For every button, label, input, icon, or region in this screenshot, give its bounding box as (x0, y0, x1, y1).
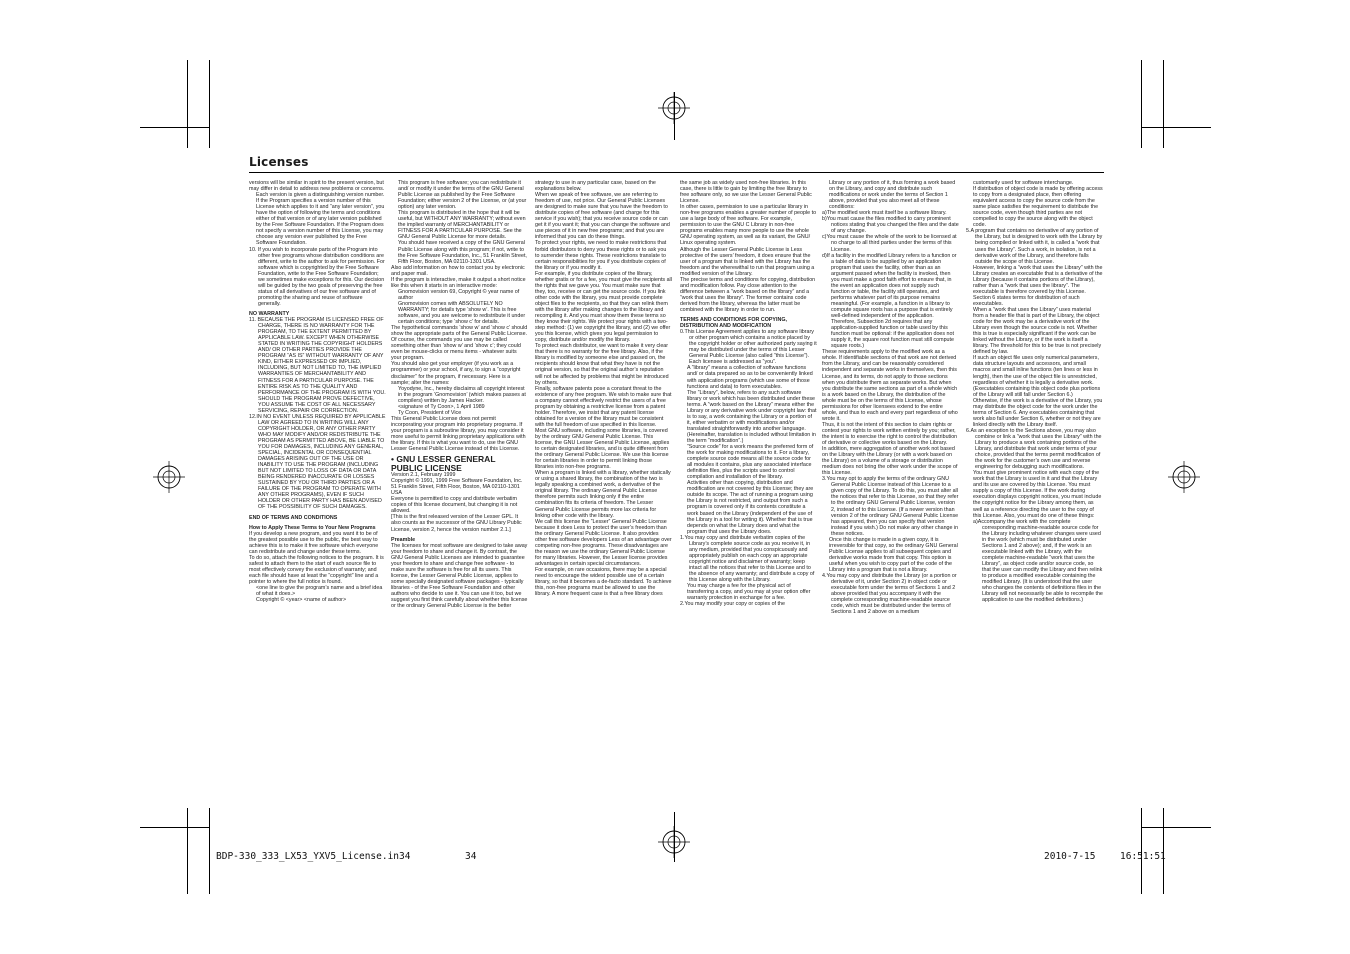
section-heading: Preamble (391, 536, 416, 543)
paragraph: Although the Lesser General Public License is Less protective of the users’ freedom, it does ensure that the user of a program that is linked with the Library has the freedom and the wherewithal to run that program using a modified version of the Library. (680, 246, 815, 277)
paragraph: These requirements apply to the modified work as a whole. If identifiable sections of that work are not derived from the Library, and can be reasonably considered independent and separate works in themselves, then this License, and its terms, do not apply to those sections when you distribute them as separate works. But when you distribute the same sections as part of a whole which is a work based on the Library, the distribution of the whole must be on the terms of this License, whose permissions for other licensees extend to the entire whole, and thus to each and every part regardless of who wrote it. (822, 349, 958, 422)
paragraph: Gnomovision version 69, Copyright © year name of author (398, 288, 520, 301)
paragraph: To protect your rights, we need to make restrictions that forbid distributors to deny you these rights or to ask you to surrender these rights. These restrictions translate to certain responsibilities for you if you distribute copies of the library or if you modify it. (535, 240, 667, 271)
paragraph: Ty Coon, President of Vice (398, 409, 462, 416)
paragraph: This program is free software; you can redistribute it and/ or modify it under the terms of the GNU General Public License as published by the Free Software Foundation; either version 2 of the License, or (at your option) any later version. (398, 180, 527, 211)
crop-mark (187, 60, 188, 148)
paragraph: Once this change is made in a given copy, it is irreversible for that copy, so the ordinary GNU General Public License applies to all subsequent copies and derivative works made from that copy. This option is useful when you wish to copy part of the code of the Library into a program that is not a library. (829, 536, 958, 573)
crop-mark (1141, 827, 1211, 828)
paragraph: 2.You may modify your copy or copies of the (680, 601, 785, 608)
paragraph: a)The modified work must itself be a software library. (822, 210, 947, 217)
crop-mark (1141, 127, 1211, 128)
paragraph: 3.You may opt to apply the terms of the ordinary GNU General Public License instead of this License to a given copy of the Library. To do this, you must alter all the notices that refer to this License, so that they refer to the ordinary GNU General Public License, version 2, instead of to this License. (If a newer version than version 2 of the ordinary GNU General Public License has appeared, then you can specify that version instead if you wish.) Do not make any other change in these notices. (822, 476, 959, 537)
paragraph: The “Library”, below, refers to any such software library or work which has been distributed under these terms. A “work based on the Library” means either the Library or any derivative work under copyright law: that is to say, a work containing the Library or a portion of it, either verbatim or with modifications and/or translated straightforwardly into another language. (Hereinafter, translation is included without limitation in the term “modification”.) (687, 389, 817, 444)
paragraph: versions will be similar in spirit to the present version, but may differ in detail to address new problems or concerns. (249, 180, 385, 193)
crop-mark (209, 808, 210, 894)
paragraph: Library or any portion of it, thus forming a work based on the Library, and copy and distribute such modifications or work under the terms of Section 1 above, provided that you also meet all of these conditions: (829, 180, 956, 211)
crop-mark (209, 60, 210, 148)
paragraph: d)If a facility in the modified Library refers to a function or a table of data to be supplied by an application program that uses the facility, other than as an argument passed when the facility is invoked, then you must make a good faith effort to ensure that, in the event an application does not supply such function or table, the facility still operates, and performs whatever part of its purpose remains meaningful. (For example, a function in a library to compute square roots has a purpose that is entirely well-defined independent of the application. Therefore, Subsection 2d requires that any application-supplied function or table used by this function must be optional: if the application does not supply it, the square root function must still compute square roots.) (822, 252, 957, 350)
paragraph: Copyright © 1991, 1999 Free Software Foundation, Inc. (391, 478, 523, 485)
paragraph: Version 2.1, February 1999 (391, 472, 456, 479)
footer-page-number: 34 (465, 851, 477, 862)
registration-mark-icon (1168, 461, 1200, 493)
paragraph: Thus, it is not the intent of this section to claim rights or contest your rights to work written entirely by you; rather, the intent is to exercise the right to control the distribution of derivative or collective works based on the Library. (822, 421, 958, 447)
registration-mark-icon (658, 826, 690, 858)
crop-mark (187, 808, 188, 894)
paragraph: c)You must cause the whole of the work to be licensed at no charge to all third parties under the terms of this License. (822, 234, 957, 253)
paragraph: For example, on rare occasions, there may be a special need to encourage the widest possible use of a certain library, so that it becomes a de-facto standard. To achieve this, non-free programs must be allowed to use the library. A more frequent case is that a free library does (535, 567, 672, 598)
section-heading: TERMS AND CONDITIONS FOR COPYING, DISTRIBUTION AND MODIFICATION (680, 317, 787, 330)
paragraph: The precise terms and conditions for copying, distribution and modification follow. Pay close attention to the difference between a “work based on the library” and a “work that uses the library”. The former contains code derived from the library, whereas the latter must be combined with the library in order to run. (680, 276, 816, 313)
section-heading: END OF TERMS AND CONDITIONS (249, 514, 338, 521)
paragraph: If distribution of object code is made by offering access to copy from a designated place, then offering equivalent access to copy the source code from the same place satisfies the requirement to distribute the source code, even though third parties are not compelled to copy the source along with the object code. (973, 186, 1103, 229)
paragraph: Most GNU software, including some libraries, is covered by the ordinary GNU General Public License. This license, the GNU Lesser General Public License, applies to certain designated libraries, and is quite different from the ordinary General Public License. We use this license for certain libraries in order to permit linking those libraries into non-free programs. (535, 427, 670, 471)
crop-mark (140, 127, 210, 128)
page-title: Licenses (249, 155, 309, 169)
paragraph: “Source code” for a work means the preferred form of the work for making modifications to it. For a library, complete source code means all the source code for all modules it contains, plus any associated interface definition files, plus the scripts used to control compilation and installation of the library. (687, 444, 814, 481)
registration-mark-icon (153, 461, 185, 493)
crop-mark (1163, 60, 1164, 148)
paragraph: You must give prominent notice with each copy of the work that the Library is used in it and that the Library and its use are covered by this License. You must supply a copy of this License. If the work during execution displays copyright notices, you must include the copyright notice for the Library among them, as well as a reference directing the user to the copy of this License. Also, you must do one of these things: (973, 470, 1102, 519)
footer-time: 16:51:51 (1120, 851, 1166, 862)
paragraph: 10. If you wish to incorporate parts of the Program into other free programs whose distribution conditions are different, write to the author to ask for permission. For software which is copyrighted by the Free Software Foundation, write to the Free Software Foundation; we sometimes make exceptions for this. Our decision will be guided by the two goals of preserving the free status of all derivatives of our free software and of promoting the sharing and reuse of software generally. (249, 246, 385, 307)
text-column-1 (249, 180, 386, 790)
section-heading: NO WARRANTY (249, 310, 290, 317)
paragraph: Activities other than copying, distribution and modification are not covered by this License; they are outside its scope. The act of running a program using the Library is not restricted, and output from such a program is covered only if its contents constitute a work based on the Library (independent of the use of the Library in a tool for writing it). Whether that is true depends on what the Library does and what the program that uses the Library does. (687, 480, 814, 535)
paragraph: Gnomovision comes with ABSOLUTELY NO WARRANTY; for details type ‘show w’. This is free software, and you are welcome to redistribute it under certain conditions; type ‘show c’ for details. (398, 300, 526, 326)
paragraph: strategy to use in any particular case, based on the explanations below. (535, 180, 656, 193)
text-column-2 (391, 180, 528, 790)
paragraph: 11. BECAUSE THE PROGRAM IS LICENSED FREE OF CHARGE, THERE IS NO WARRANTY FOR THE PROGRAM, TO THE EXTENT PERMITTED BY APPLICABLE LAW. EXCEPT WHEN OTHERWISE STATED IN WRITING THE COPYRIGHT HOLDERS AND/ OR OTHER PARTIES PROVIDE THE PROGRAM “AS IS” WITHOUT WARRANTY OF ANY KIND, EITHER EXPRESSED OR IMPLIED, INCLUDING, BUT NOT LIMITED TO, THE IMPLIED WARRANTIES OF MERCHANTABILITY AND FITNESS FOR A PARTICULAR PURPOSE. THE ENTIRE RISK AS TO THE QUALITY AND PERFORMANCE OF THE PROGRAM IS WITH YOU. SHOULD THE PROGRAM PROVE DEFECTIVE, YOU ASSUME THE COST OF ALL NECESSARY SERVICING, REPAIR OR CORRECTION. (249, 317, 386, 414)
paragraph: In other cases, permission to use a particular library in non-free programs enables a greater number of people to use a large body of free software. For example, permission to use the GNU C Library in non-free programs enables many more people to use the whole GNU operating system, as well as its variant, the GNU/ Linux operating system. (680, 204, 817, 247)
registration-mark-icon (658, 92, 690, 124)
paragraph: To do so, attach the following notices to the program. It is safest to attach them to the start of each source file to most effectively convey the exclusion of warranty; and each file should have at least the “copyright” line and a pointer to where the full notice is found. (249, 554, 384, 585)
paragraph: In addition, mere aggregation of another work not based on the Library with the Library (or with a work based on the Library) on a volume of a storage or distribution medium does not bring the other work under the scope of this License. (822, 446, 958, 477)
paragraph: [This is the first released version of the Lesser GPL. It also counts as the successor of the GNU Library Public License, version 2, hence the version number 2.1.] (391, 514, 522, 533)
paragraph: b)You must cause the files modified to carry prominent notices stating that you changed the files and the date of any change. (822, 216, 959, 235)
paragraph: We call this license the “Lesser” General Public License because it does Less to protect the user’s freedom than the ordinary General Public License. It also provides other free software developers Less of an advantage over competing non-free programs. These disadvantages are the reason we use the ordinary General Public License for many libraries. However, the Lesser license provides advantages in certain special circumstances. (535, 518, 672, 567)
paragraph: To protect each distributor, we want to make it very clear that there is no warranty for the free library. Also, if the library is modified by someone else and passed on, the recipients should know that what they have is not the original version, so that the original author’s reputation will not be affected by problems that might be introduced by others. (535, 343, 669, 386)
paragraph: Everyone is permitted to copy and distribute verbatim copies of this license document, but changing it is not allowed. (391, 496, 518, 515)
paragraph: This program is distributed in the hope that it will be useful, but WITHOUT ANY WARRANTY; without even the implied warranty of MERCHANTABILITY or FITNESS FOR A PARTICULAR PURPOSE. See the GNU General Public License for more details. (398, 210, 526, 241)
paragraph: 6.As an exception to the Sections above, you may also combine or link a “work that uses the Library” with the Library to produce a work containing portions of the Library, and distribute that work under terms of your choice, provided that the terms permit modification of the work for the customer’s own use and reverse engineering for debugging such modifications. (966, 427, 1102, 471)
paragraph: If such an object file uses only numerical parameters, data structure layouts and accessors, and small macros and small inline functions (ten lines or less in length), then the use of the object file is unrestricted, regardless of whether it is legally a derivative work. (Executables containing this object code plus portions of the Library will still fall under Section 6.) (973, 355, 1101, 398)
paragraph: 4.You may copy and distribute the Library (or a portion or derivative of it, under Section 2) in object code or executable form under the terms of Sections 1 and 2 above provided that you accompany it with the complete corresponding machine-readable source code, which must be distributed under the terms of Sections 1 and 2 above on a medium (822, 573, 957, 616)
title-rule (249, 172, 1104, 173)
paragraph: You may charge a fee for the physical act of transferring a copy, and you may at your option offer warranty protection in exchange for a fee. (687, 583, 811, 602)
paragraph: Each version is given a distinguishing version number. If the Program specifies a version number of this License which applies to it and “any later version”, you have the option of following the terms and conditions either of that version or of any later version published by the Free Software Foundation. If the Program does not specify a version number of this License, you may choose any version ever published by the Free Software Foundation. (256, 192, 385, 247)
paragraph: 12.IN NO EVENT UNLESS REQUIRED BY APPLICABLE LAW OR AGREED TO IN WRITING WILL ANY COPYRIGHT HOLDER, OR ANY OTHER PARTY WHO MAY MODIFY AND/OR REDISTRIBUTE THE PROGRAM AS PERMITTED ABOVE, BE LIABLE TO YOU FOR DAMAGES, INCLUDING ANY GENERAL, SPECIAL, INCIDENTAL OR CONSEQUENTIAL DAMAGES ARISING OUT OF THE USE OR INABILITY TO USE THE PROGRAM (INCLUDING BUT NOT LIMITED TO LOSS OF DATA OR DATA BEING RENDERED INACCURATE OR LOSSES SUSTAINED BY YOU OR THIRD PARTIES OR A FAILURE OF THE PROGRAM TO OPERATE WITH ANY OTHER PROGRAMS), EVEN IF SUCH HOLDER OR OTHER PARTY HAS BEEN ADVISED OF THE POSSIBILITY OF SUCH DAMAGES. (249, 413, 386, 511)
section-heading: • GNU LESSER GENERAL PUBLIC LICENSE (391, 454, 496, 473)
paragraph: 1.You may copy and distribute verbatim copies of the Library’s complete source code as you receive it, in any medium, provided that you conspicuously and appropriately publish on each copy an appropriate copyright notice and disclaimer of warranty; keep intact all the notices that refer to this License and to the absence of any warranty; and distribute a copy of this License along with the Library. (680, 534, 815, 584)
crop-mark (140, 827, 210, 828)
footer-filename: BDP-330_333_LX53_YXV5_License.in34 (216, 851, 411, 862)
paragraph: customarily used for software interchange. (973, 180, 1074, 186)
footer-date: 2010-7-15 (1044, 851, 1096, 862)
paragraph: Yoyodyne, Inc., hereby disclaims all copyright interest in the program ‘Gnomovision’ (which makes passes at compilers) written by James Hacker. (398, 385, 526, 404)
paragraph: When a “work that uses the Library” uses material from a header file that is part of the Library, the object code for the work may be a derivative work of the Library even though the source code is not. Whether this is true is especially significant if the work can be linked without the Library, or if the work is itself a library. The threshold for this to be true is not precisely defined by law. (973, 306, 1102, 356)
paragraph: The licenses for most software are designed to take away your freedom to share and change it. By contrast, the GNU General Public Licenses are intended to guarantee your freedom to share and change free software - to make sure the software is free for all its users. This license, the Lesser General Public License, applies to some specially designated software packages - typically libraries - of the Free Software Foundation and other authors who decide to use it. You can use it too, but we suggest you first think carefully about whether this license or the ordinary General Public License is the better (391, 542, 528, 610)
paragraph: the same job as widely used non-free libraries. In this case, there is little to gain by limiting the free library to free software only, so we use the Lesser General Public License. (680, 180, 812, 205)
paragraph: However, linking a “work that uses the Library” with the Library creates an executable that is a derivative of the Library (because it contains portions of the Library), rather than a “work that uses the library”. The executable is therefore covered by this License. Section 6 states terms for distribution of such executables. (973, 264, 1103, 307)
paragraph: Copyright © <year> <name of author> (256, 597, 347, 604)
paragraph: Finally, software patents pose a constant threat to the existence of any free program. We wish to make sure that a company cannot effectively restrict the users of a free program by obtaining a restrictive license from a patent holder. Therefore, we insist that any patent license obtained for a version of the library must be consistent with the full freedom of use specified in this license. (535, 385, 672, 428)
paragraph: a)Accompany the work with the complete corresponding machine-readable source code for the Library including whatever changes were used in the work (which must be distributed under Sections 1 and 2 above); and, if the work is an executable linked with the Library, with the complete machine-readable “work that uses the Library”, as object code and/or source code, so that the user can modify the Library and then relink to produce a modified executable containing the modified Library. (It is understood that the user who changes the contents of definitions files in the Library will not necessarily be able to recompile the application to use the modified definitions.) (973, 518, 1103, 604)
text-column-5 (822, 180, 959, 790)
paragraph: You should have received a copy of the GNU General Public License along with this program; if not, write to the Free Software Foundation, Inc., 51 Franklin Street, Fifth Floor, Boston, MA 02110-1301 USA. (398, 240, 527, 265)
paragraph: If the program is interactive, make it output a short notice like this when it starts in an interactive mode: (391, 276, 526, 289)
paragraph: <one line to give the program’s name and a brief idea of what it does.> (256, 585, 383, 598)
paragraph: <signature of Ty Coon>, 1 April 1989 (398, 403, 485, 410)
paragraph: 0.This License Agreement applies to any software library or other program which contains a notice placed by the copyright holder or other authorized party saying it may be distributed under the terms of this Lesser General Public License (also called “this License”). Each licensee is addressed as “you”. (680, 329, 817, 366)
crop-mark (1141, 60, 1142, 148)
paragraph: The hypothetical commands ‘show w’ and ‘show c’ should show the appropriate parts of the General Public License. Of course, the commands you use may be called something other than ‘show w’ and ‘show c’; they could even be mouse-clicks or menu items - whatever suits your program. (391, 325, 528, 362)
paragraph: 51 Franklin Street, Fifth Floor, Boston, MA 02110-1301 USA (391, 484, 520, 497)
paragraph: For example, if you distribute copies of the library, whether gratis or for a fee, you must give the recipients all the rights that we gave you. You must make sure that they, too, receive or can get the source code. If you link other code with the library, you must provide complete object files to the recipients, so that they can relink them with the library after making changes to the library and recompiling it. And you must show them these terms so they know their rights. We protect your rights with a two-step method: (1) we copyright the library, and (2) we offer you this license, which gives you legal permission to copy, distribute and/or modify the library. (535, 270, 672, 344)
paragraph: Also add information on how to contact you by electronic and paper mail. (391, 264, 525, 277)
paragraph: When a program is linked with a library, whether statically or using a shared library, the combination of the two is legally speaking a combined work, a derivative of the original library. The ordinary General Public License therefore permits such linking only if the entire combination fits its criteria of freedom. The Lesser General Public License permits more lax criteria for linking other code with the library. (535, 470, 671, 519)
text-column-3 (535, 180, 672, 790)
paragraph: When we speak of free software, we are referring to freedom of use, not price. Our General Public Licenses are designed to make sure that you have the freedom to distribute copies of free software (and charge for this service if you wish); that you receive source code or can get it if you want it; that you can change the software and use pieces of it in new free programs; and that you are informed that you can do these things. (535, 192, 670, 241)
section-heading: How to Apply These Terms to Your New Programs (249, 524, 376, 531)
paragraph: A “library” means a collection of software functions and/ or data prepared so as to be conveniently linked with application programs (which use some of those functions and data) to form executables. (687, 365, 813, 390)
paragraph: This General Public License does not permit incorporating your program into proprietary programs. If your program is a subroutine library, you may consider it more useful to permit linking proprietary applications with the library. If this is what you want to do, use the GNU Lesser General Public License instead of this License. (391, 415, 526, 453)
paragraph: 5.A program that contains no derivative of any portion of the Library, but is designed to work with the Library by being compiled or linked with it, is called a “work that uses the Library”. Such a work, in isolation, is not a derivative work of the Library, and therefore falls outside the scope of this License. (966, 228, 1103, 265)
text-column-4 (680, 180, 817, 790)
paragraph: If you develop a new program, and you want it to be of the greatest possible use to the public, the best way to achieve this is to make it free software which everyone can redistribute and change under these terms. (249, 530, 379, 555)
paragraph: You should also get your employer (if you work as a programmer) or your school, if any, to sign a “copyright disclaimer” for the program, if necessary. Here is a sample; alter the names: (391, 361, 521, 386)
text-column-6 (966, 180, 1103, 790)
paragraph: Otherwise, if the work is a derivative of the Library, you may distribute the object code for the work under the terms of Section 6. Any executables containing that work also fall under Section 6, whether or not they are linked directly with the Library itself. (973, 397, 1103, 428)
